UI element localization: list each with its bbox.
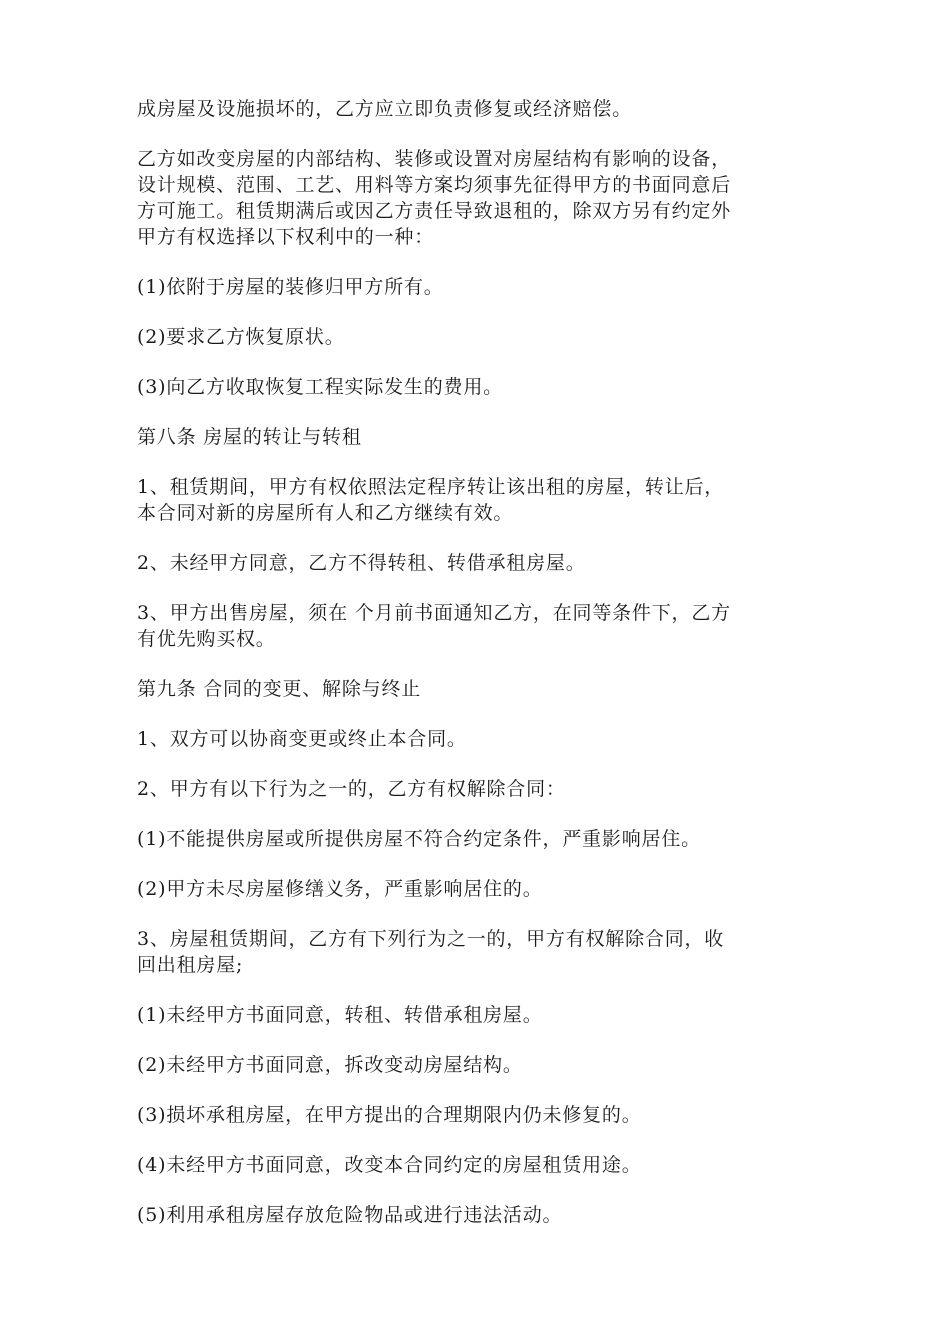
text-line: (3)向乙方收取恢复工程实际发生的费用。 [137, 376, 503, 398]
text-line: (2)要求乙方恢复原状。 [137, 326, 345, 348]
text-line: (1)不能提供房屋或所提供房屋不符合约定条件，严重影响居住。 [137, 828, 701, 850]
text-line: 3、甲方出售房屋，须在 个月前书面通知乙方，在同等条件下，乙方 [137, 602, 731, 624]
text-line: (4)未经甲方书面同意，改变本合同约定的房屋租赁用途。 [137, 1154, 642, 1176]
text-line: 回出租房屋; [137, 954, 244, 976]
paragraph [137, 1002, 817, 1028]
paragraph [137, 776, 817, 802]
paragraph [137, 926, 817, 978]
text-line: (3)损坏承租房屋，在甲方提出的合理期限内仍未修复的。 [137, 1104, 642, 1126]
text-line: 第九条 合同的变更、解除与终止 [137, 678, 422, 700]
paragraph [137, 600, 817, 652]
text-line: 2、未经甲方同意，乙方不得转租、转借承租房屋。 [137, 552, 586, 574]
text-line: 有优先购买权。 [137, 628, 276, 650]
paragraph [137, 1052, 817, 1078]
paragraph [137, 550, 817, 576]
text-line: 1、双方可以协商变更或终止本合同。 [137, 728, 467, 750]
text-line: 2、甲方有以下行为之一的，乙方有权解除合同： [137, 778, 566, 800]
paragraph [137, 1202, 817, 1228]
text-line: (1)未经甲方书面同意，转租、转借承租房屋。 [137, 1004, 543, 1026]
text-line: 成房屋及设施损坏的，乙方应立即负责修复或经济赔偿。 [137, 98, 633, 120]
text-line: (2)未经甲方书面同意，拆改变动房屋结构。 [137, 1054, 523, 1076]
text-line: (5)利用承租房屋存放危险物品或进行违法活动。 [137, 1204, 563, 1226]
paragraph [137, 474, 817, 526]
paragraph [137, 96, 817, 122]
paragraph [137, 324, 817, 350]
paragraph [137, 726, 817, 752]
paragraph [137, 424, 817, 450]
text-line: 甲方有权选择以下权利中的一种： [137, 226, 435, 248]
text-line: 3、房屋租赁期间，乙方有下列行为之一的，甲方有权解除合同，收 [137, 928, 725, 950]
paragraph [137, 676, 817, 702]
text-line: (1)依附于房屋的装修归甲方所有。 [137, 276, 444, 298]
text-line: 第八条 房屋的转让与转租 [137, 426, 362, 448]
text-line: 设计规模、范围、工艺、用料等方案均须事先征得甲方的书面同意后 [137, 174, 732, 196]
paragraph [137, 146, 817, 250]
text-line: (2)甲方未尽房屋修缮义务，严重影响居住的。 [137, 878, 543, 900]
paragraph [137, 374, 817, 400]
paragraph [137, 274, 817, 300]
paragraph [137, 826, 817, 852]
text-line: 本合同对新的房屋所有人和乙方继续有效。 [137, 502, 514, 524]
text-line: 1、租赁期间，甲方有权依照法定程序转让该出租的房屋，转让后， [137, 476, 725, 498]
paragraph [137, 1102, 817, 1128]
text-line: 乙方如改变房屋的内部结构、装修或设置对房屋结构有影响的设备， [137, 148, 732, 170]
text-line: 方可施工。租赁期满后或因乙方责任导致退租的，除双方另有约定外 [137, 200, 732, 222]
paragraph [137, 1152, 817, 1178]
document-body [137, 96, 817, 1252]
paragraph [137, 876, 817, 902]
